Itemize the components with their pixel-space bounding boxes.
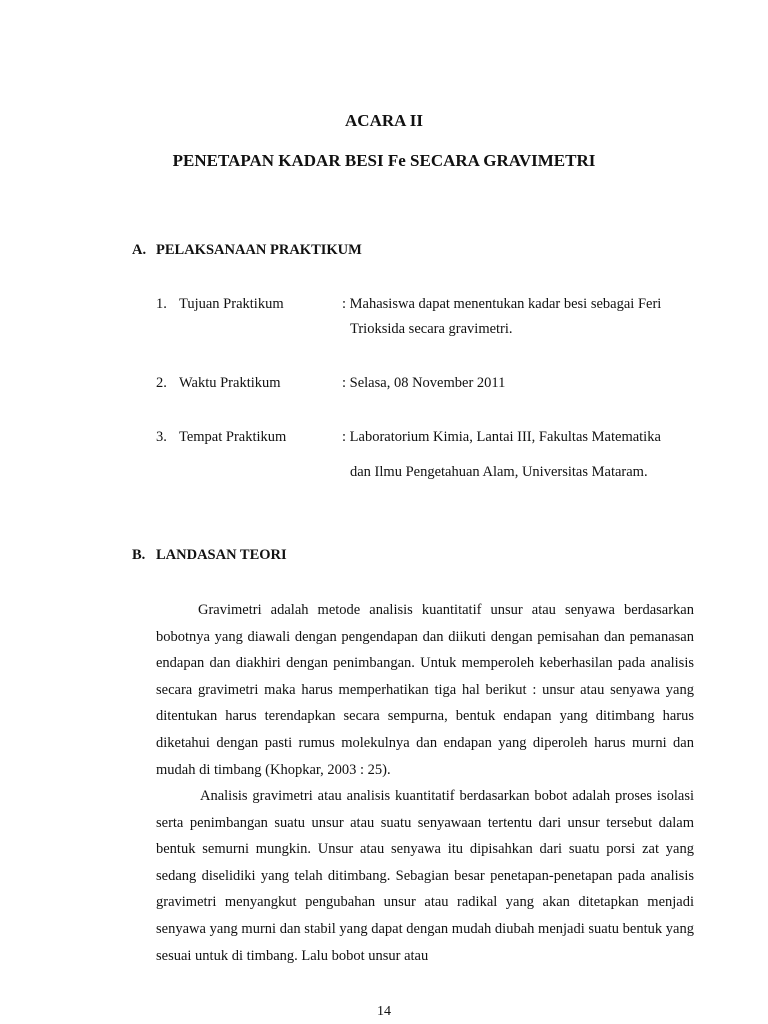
- item-number: 2.: [156, 375, 167, 391]
- item-value: [342, 375, 702, 392]
- item-label: Waktu Praktikum: [179, 375, 281, 391]
- item-label: Tempat Praktikum: [179, 429, 287, 445]
- page-number: 14: [377, 1004, 391, 1019]
- paragraph-2: Analisis gravimetri atau analisis kuantitatif berdasarkan bobot adalah proses isolasi serta penimbangan suatu unsur atau suatu senyawaan tertentu dari unsur tersebut dalam bentuk semurni mungkin. Unsur atau senyawa itu dipisahkan dari suatu porsi zat yang sedang diselidiki yang telah ditimbang. Sebagian besar penetapan-penetapan pada analisis gravimetri menyangkut pengubahan unsur atau radikal yang akan ditetapkan menjadi senyawa yang murni dan stabil yang dapat dengan mudah diubah menjadi suatu bentuk yang sesuai untuk di timbang. Lalu bobot unsur atau: [156, 788, 694, 964]
- item-value: [342, 296, 702, 338]
- section-b-letter: B.: [132, 547, 146, 563]
- item-value-line2: Trioksida secara gravimetri.: [350, 321, 513, 337]
- item-label: Tujuan Praktikum: [179, 296, 284, 312]
- item-number: 3.: [156, 429, 167, 445]
- section-b-heading: [132, 547, 287, 564]
- item-value: [342, 429, 702, 481]
- item-value-line1: : Mahasiswa dapat menentukan kadar besi sebagai Feri: [342, 296, 662, 312]
- section-a-letter: A.: [132, 242, 147, 258]
- section-b-title: LANDASAN TEORI: [156, 547, 287, 563]
- chapter-title: ACARA II: [345, 111, 423, 130]
- section-a-title: PELAKSANAAN PRAKTIKUM: [156, 242, 362, 258]
- item-value-line1: : Laboratorium Kimia, Lantai III, Fakultas Matematika: [342, 429, 661, 445]
- document-title: PENETAPAN KADAR BESI Fe SECARA GRAVIMETRI: [172, 151, 596, 170]
- item-value-line2: dan Ilmu Pengetahuan Alam, Universitas Mataram.: [350, 464, 648, 480]
- paragraph-1: Gravimetri adalah metode analisis kuantitatif unsur atau senyawa berdasarkan bobotnya yang diawali dengan pengendapan dan diikuti dengan pemisahan dan pemanasan endapan dan diakhiri dengan penimbangan. Untuk memperoleh keberhasilan pada analisis secara gravimetri maka harus memperhatikan tiga hal berikut : unsur atau senyawa yang ditentukan harus terendapkan secara sempurna, bentuk endapan yang ditimbang harus diketahui dengan pasti rumus molekulnya dan endapan yang diperoleh harus murni dan mudah di timbang (Khopkar, 2003 : 25).: [156, 602, 694, 778]
- item-value-line1: : Selasa, 08 November 2011: [342, 375, 506, 391]
- section-a-heading: [132, 242, 362, 259]
- item-number: 1.: [156, 296, 167, 312]
